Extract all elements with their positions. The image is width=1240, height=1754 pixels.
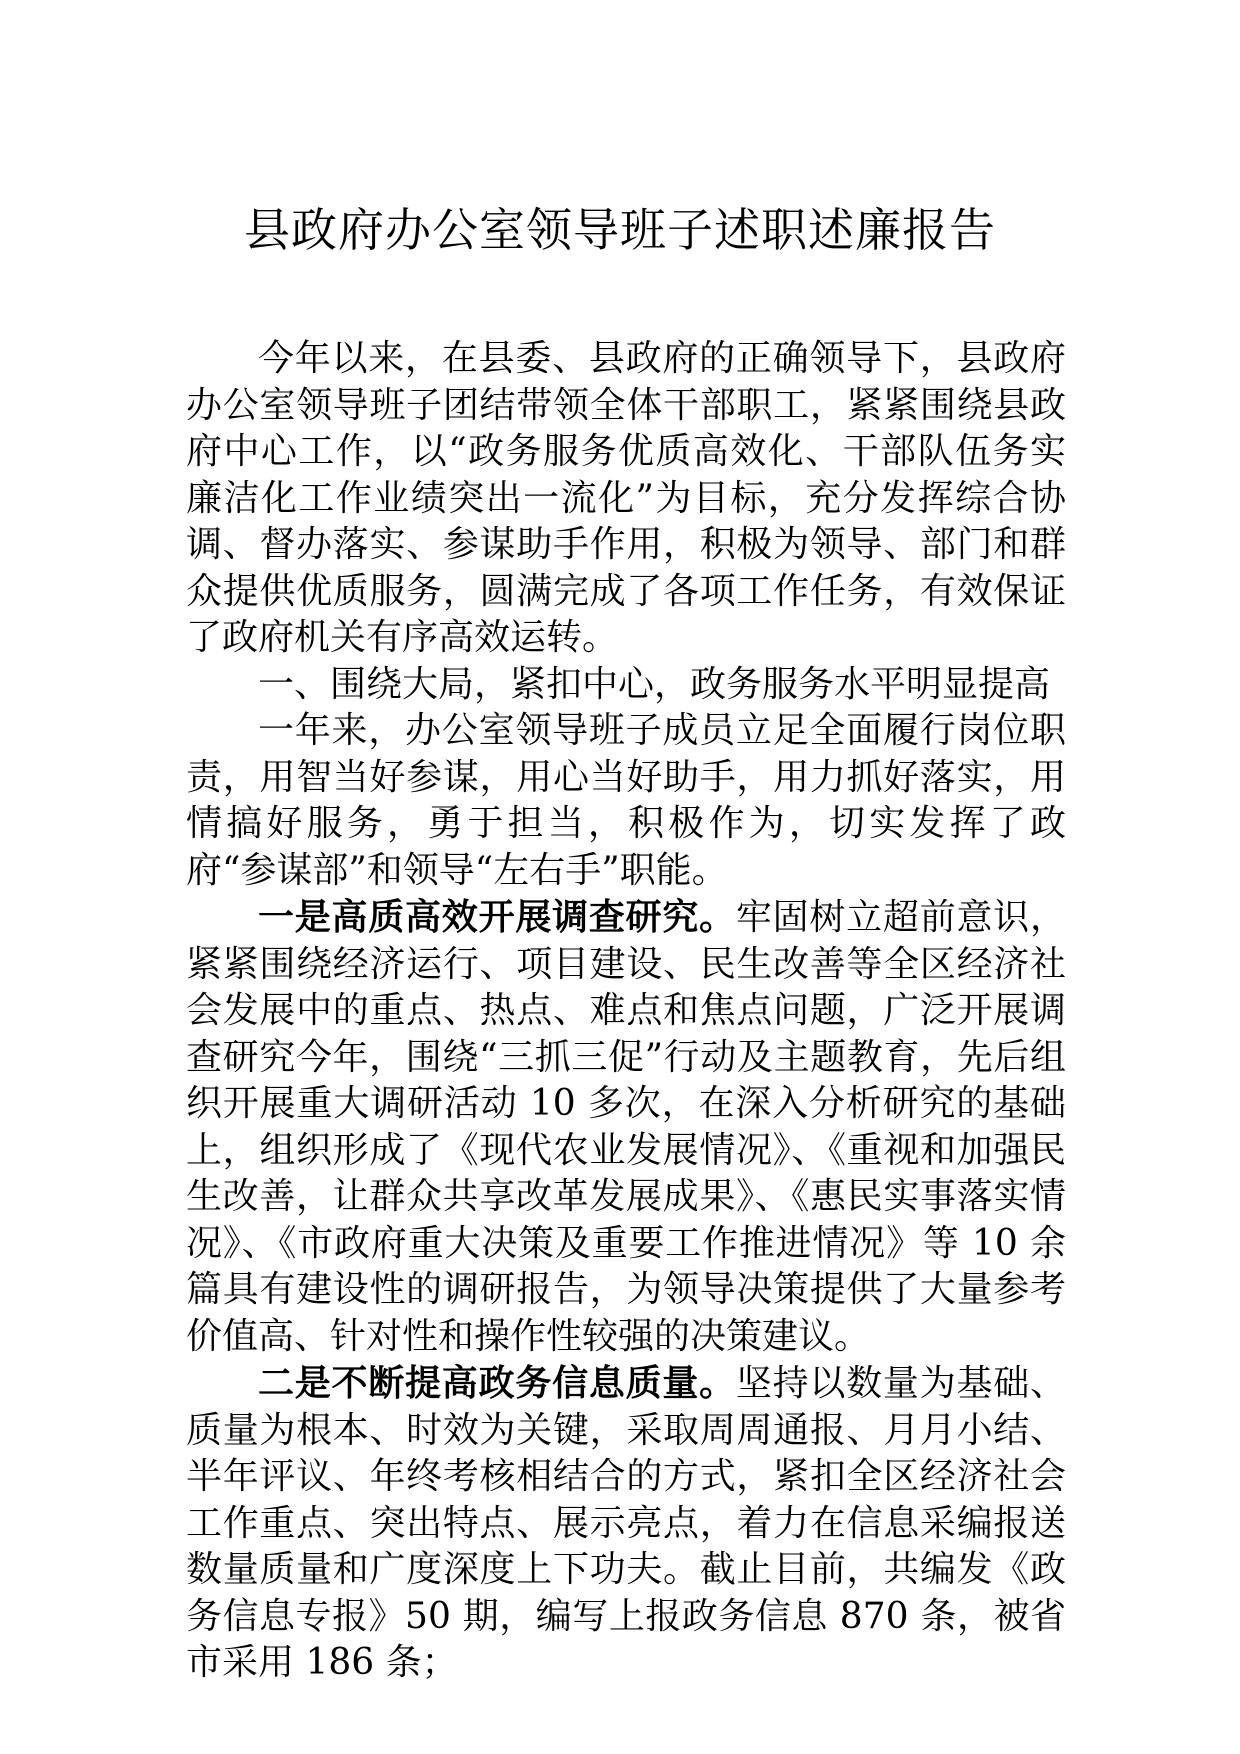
paragraph-information bbox=[186, 1360, 1066, 1687]
paragraph-research bbox=[186, 894, 1066, 1360]
paragraph-text: 一、围绕大局，紧扣中心，政务服务水平明显提高 bbox=[258, 663, 1051, 705]
paragraph-text: 坚持以数量为基础、质量为根本、时效为关键，采取周周通报、月月小结、半年评议、年终考核相结合的方式，紧扣全区经济社会工作重点、突出特点、展示亮点，着力在信息采编报送数量质量和广度深度上下功夫。截止目前，共编发《政务信息专报》50 期，编写上报政务信息 870 条，被省市采用 186 条； bbox=[186, 1363, 1066, 1683]
section-heading bbox=[186, 662, 1066, 709]
paragraph-text: 牢固树立超前意识，紧紧围绕经济运行、项目建设、民生改善等全区经济社会发展中的重点、热点、难点和焦点问题，广泛开展调查研究今年，围绕“三抓三促”行动及主题教育，先后组织开展重大调研活动 10 多次，在深入分析研究的基础上，组织形成了《现代农业发展情况》、《重视和加强民生改善，让群众共享改革发展成果》、《惠民实事落实情况》、《市政府重大决策及重要工作推进情况》等 10 余篇具有建设性的调研报告，为领导决策提供了大量参考价值高、针对性和操作性较强的决策建议。 bbox=[186, 897, 1066, 1357]
paragraph-lead: 二是不断提高政务信息质量。 bbox=[258, 1362, 736, 1404]
paragraph-section-intro bbox=[186, 708, 1066, 894]
document-title: 县政府办公室领导班子述职述廉报告 bbox=[244, 203, 996, 257]
paragraph-text: 一年来，办公室领导班子成员立足全面履行岗位职责，用智当好参谋，用心当好助手，用力抓好落实，用情搞好服务，勇于担当，积极作为，切实发挥了政府“参谋部”和领导“左右手”职能。 bbox=[186, 710, 1066, 891]
paragraph-intro bbox=[186, 336, 1066, 662]
paragraph-text: 今年以来，在县委、县政府的正确领导下，县政府办公室领导班子团结带领全体干部职工，紧紧围绕县政府中心工作，以“政务服务优质高效化、干部队伍务实廉洁化工作业绩突出一流化”为目标，充分发挥综合协调、督办落实、参谋助手作用，积极为领导、部门和群众提供优质服务，圆满完成了各项工作任务，有效保证了政府机关有序高效运转。 bbox=[186, 338, 1066, 658]
document-body bbox=[186, 336, 1066, 1687]
paragraph-lead: 一是高质高效开展调查研究。 bbox=[258, 896, 736, 938]
